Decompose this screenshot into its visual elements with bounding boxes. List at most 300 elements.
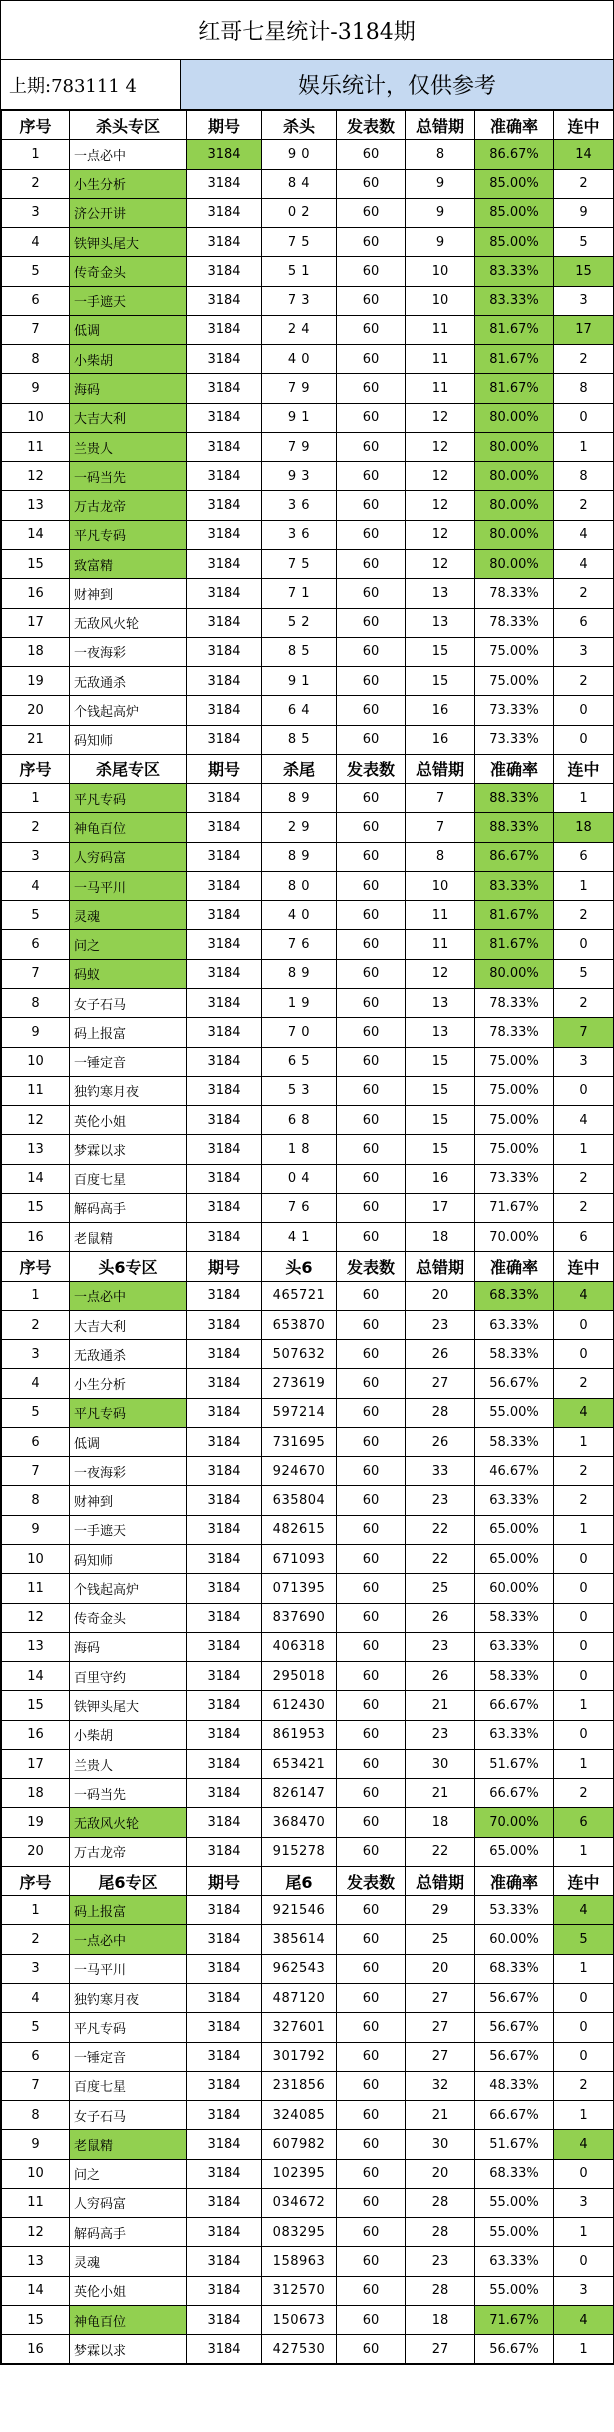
pick-cell: 7 3: [262, 286, 337, 315]
accuracy-cell: 88.33%: [475, 784, 554, 813]
misses-cell: 7: [406, 784, 475, 813]
table-row: [2, 901, 614, 930]
streak-cell: 1: [554, 1837, 614, 1866]
published-cell: 60: [337, 549, 406, 578]
accuracy-cell: 80.00%: [475, 549, 554, 578]
name-cell: 财神到: [70, 1486, 187, 1515]
misses-cell: 18: [406, 1808, 475, 1837]
pick-cell: 1 9: [262, 988, 337, 1017]
table-row: [2, 2101, 614, 2130]
misses-cell: 20: [406, 1954, 475, 1983]
accuracy-cell: 58.33%: [475, 1340, 554, 1369]
name-cell: 神龟百位: [70, 2305, 187, 2334]
table-row: [2, 1984, 614, 2013]
issue-cell: 3184: [187, 2159, 262, 2188]
accuracy-cell: 58.33%: [475, 1662, 554, 1691]
section-header-row: [2, 111, 614, 140]
accuracy-cell: 56.67%: [475, 1984, 554, 2013]
seq-cell: 9: [2, 1018, 70, 1047]
accuracy-cell: 51.67%: [475, 2130, 554, 2159]
streak-cell: 4: [554, 1281, 614, 1310]
misses-cell: 15: [406, 637, 475, 666]
misses-cell: 23: [406, 1310, 475, 1339]
streak-cell: 4: [554, 2130, 614, 2159]
column-header: 序号: [2, 1866, 70, 1895]
accuracy-cell: 51.67%: [475, 1749, 554, 1778]
name-cell: 独钓寒月夜: [70, 1076, 187, 1105]
accuracy-cell: 46.67%: [475, 1457, 554, 1486]
published-cell: 60: [337, 1954, 406, 1983]
issue-cell: 3184: [187, 491, 262, 520]
table-row: [2, 1340, 614, 1369]
published-cell: 60: [337, 286, 406, 315]
name-cell: 一锤定音: [70, 1047, 187, 1076]
accuracy-cell: 66.67%: [475, 1779, 554, 1808]
pick-cell: 8 4: [262, 169, 337, 198]
streak-cell: 0: [554, 2042, 614, 2071]
pick-cell: 2 4: [262, 315, 337, 344]
table-row: [2, 432, 614, 461]
issue-cell: 3184: [187, 520, 262, 549]
accuracy-cell: 55.00%: [475, 2218, 554, 2247]
table-row: [2, 2042, 614, 2071]
name-cell: 百度七星: [70, 1164, 187, 1193]
seq-cell: 13: [2, 1135, 70, 1164]
accuracy-cell: 65.00%: [475, 1837, 554, 1866]
streak-cell: 0: [554, 1310, 614, 1339]
name-cell: 传奇金头: [70, 257, 187, 286]
issue-cell: 3184: [187, 2247, 262, 2276]
published-cell: 60: [337, 2013, 406, 2042]
published-cell: 60: [337, 2276, 406, 2305]
column-header: 序号: [2, 1252, 70, 1281]
section-header-row: [2, 1866, 614, 1895]
streak-cell: 2: [554, 2071, 614, 2100]
name-cell: 一码当先: [70, 462, 187, 491]
pick-cell: 231856: [262, 2071, 337, 2100]
misses-cell: 21: [406, 1691, 475, 1720]
published-cell: 60: [337, 1808, 406, 1837]
table-row: [2, 1398, 614, 1427]
table-row: [2, 1691, 614, 1720]
table-row: [2, 2071, 614, 2100]
name-cell: 一手遮天: [70, 286, 187, 315]
issue-cell: 3184: [187, 140, 262, 169]
published-cell: 60: [337, 637, 406, 666]
streak-cell: 2: [554, 1164, 614, 1193]
misses-cell: 11: [406, 374, 475, 403]
misses-cell: 28: [406, 2188, 475, 2217]
column-header: 总错期: [406, 111, 475, 140]
published-cell: 60: [337, 2101, 406, 2130]
seq-cell: 1: [2, 784, 70, 813]
pick-cell: 607982: [262, 2130, 337, 2159]
pick-cell: 9 1: [262, 403, 337, 432]
name-cell: 女子石马: [70, 988, 187, 1017]
section-header-row: [2, 754, 614, 783]
misses-cell: 12: [406, 520, 475, 549]
misses-cell: 22: [406, 1515, 475, 1544]
pick-cell: 324085: [262, 2101, 337, 2130]
name-cell: 平凡专码: [70, 520, 187, 549]
issue-cell: 3184: [187, 549, 262, 578]
pick-cell: 071395: [262, 1574, 337, 1603]
table-row: [2, 1106, 614, 1135]
sheet-title: 红哥七星统计-3184期: [1, 0, 613, 60]
name-cell: 万古龙帝: [70, 491, 187, 520]
published-cell: 60: [337, 140, 406, 169]
streak-cell: 6: [554, 1223, 614, 1252]
pick-cell: 034672: [262, 2188, 337, 2217]
accuracy-cell: 75.00%: [475, 1076, 554, 1105]
issue-cell: 3184: [187, 725, 262, 754]
seq-cell: 16: [2, 1223, 70, 1252]
name-cell: 海码: [70, 1632, 187, 1661]
accuracy-cell: 85.00%: [475, 228, 554, 257]
seq-cell: 10: [2, 1047, 70, 1076]
streak-cell: 1: [554, 1515, 614, 1544]
streak-cell: 0: [554, 1076, 614, 1105]
streak-cell: 2: [554, 988, 614, 1017]
accuracy-cell: 48.33%: [475, 2071, 554, 2100]
column-header: 连中: [554, 754, 614, 783]
streak-cell: 2: [554, 1369, 614, 1398]
pick-cell: 7 6: [262, 930, 337, 959]
misses-cell: 18: [406, 2305, 475, 2334]
published-cell: 60: [337, 1515, 406, 1544]
misses-cell: 16: [406, 1164, 475, 1193]
accuracy-cell: 83.33%: [475, 871, 554, 900]
accuracy-cell: 68.33%: [475, 1281, 554, 1310]
misses-cell: 22: [406, 1545, 475, 1574]
name-cell: 梦霖以求: [70, 1135, 187, 1164]
column-header: 发表数: [337, 754, 406, 783]
accuracy-cell: 78.33%: [475, 608, 554, 637]
accuracy-cell: 78.33%: [475, 988, 554, 1017]
column-header: 期号: [187, 1866, 262, 1895]
section-header-row: [2, 1252, 614, 1281]
published-cell: 60: [337, 1603, 406, 1632]
misses-cell: 26: [406, 1662, 475, 1691]
seq-cell: 14: [2, 1662, 70, 1691]
misses-cell: 13: [406, 988, 475, 1017]
name-cell: 灵魂: [70, 2247, 187, 2276]
name-cell: 个钱起高炉: [70, 696, 187, 725]
seq-cell: 2: [2, 813, 70, 842]
column-header: 连中: [554, 1866, 614, 1895]
table-row: [2, 813, 614, 842]
name-cell: 小生分析: [70, 1369, 187, 1398]
pick-cell: 482615: [262, 1515, 337, 1544]
pick-cell: 301792: [262, 2042, 337, 2071]
pick-cell: 653870: [262, 1310, 337, 1339]
streak-cell: 2: [554, 491, 614, 520]
table-row: [2, 198, 614, 227]
streak-cell: 5: [554, 1925, 614, 1954]
seq-cell: 1: [2, 140, 70, 169]
table-row: [2, 462, 614, 491]
misses-cell: 10: [406, 257, 475, 286]
accuracy-cell: 58.33%: [475, 1427, 554, 1456]
published-cell: 60: [337, 1398, 406, 1427]
pick-cell: 597214: [262, 1398, 337, 1427]
accuracy-cell: 81.67%: [475, 345, 554, 374]
issue-cell: 3184: [187, 608, 262, 637]
name-cell: 大吉大利: [70, 403, 187, 432]
table-row: [2, 2335, 614, 2364]
seq-cell: 16: [2, 579, 70, 608]
published-cell: 60: [337, 696, 406, 725]
published-cell: 60: [337, 2335, 406, 2364]
seq-cell: 15: [2, 2305, 70, 2334]
issue-cell: 3184: [187, 667, 262, 696]
column-header: 发表数: [337, 111, 406, 140]
name-cell: 一马平川: [70, 1954, 187, 1983]
seq-cell: 5: [2, 257, 70, 286]
streak-cell: 0: [554, 1720, 614, 1749]
issue-cell: 3184: [187, 374, 262, 403]
pick-cell: 8 5: [262, 725, 337, 754]
misses-cell: 21: [406, 1779, 475, 1808]
pick-cell: 1 8: [262, 1135, 337, 1164]
column-header: 连中: [554, 1252, 614, 1281]
published-cell: 60: [337, 1925, 406, 1954]
column-header: 头6: [262, 1252, 337, 1281]
name-cell: 低调: [70, 1427, 187, 1456]
table-row: [2, 140, 614, 169]
streak-cell: 5: [554, 228, 614, 257]
pick-cell: 273619: [262, 1369, 337, 1398]
streak-cell: 4: [554, 520, 614, 549]
seq-cell: 14: [2, 1164, 70, 1193]
table-row: [2, 257, 614, 286]
streak-cell: 4: [554, 2305, 614, 2334]
issue-cell: 3184: [187, 1749, 262, 1778]
name-cell: 一夜海彩: [70, 637, 187, 666]
misses-cell: 9: [406, 169, 475, 198]
published-cell: 60: [337, 725, 406, 754]
table-row: [2, 403, 614, 432]
misses-cell: 9: [406, 198, 475, 227]
table-row: [2, 520, 614, 549]
table-row: [2, 930, 614, 959]
streak-cell: 3: [554, 2276, 614, 2305]
issue-cell: 3184: [187, 930, 262, 959]
accuracy-cell: 63.33%: [475, 1486, 554, 1515]
name-cell: 一码当先: [70, 1779, 187, 1808]
name-cell: 无敌风火轮: [70, 1808, 187, 1837]
name-cell: 老鼠精: [70, 2130, 187, 2159]
pick-cell: 4 0: [262, 345, 337, 374]
seq-cell: 10: [2, 1545, 70, 1574]
name-cell: 低调: [70, 315, 187, 344]
table-row: [2, 169, 614, 198]
seq-cell: 7: [2, 2071, 70, 2100]
published-cell: 60: [337, 608, 406, 637]
issue-cell: 3184: [187, 1837, 262, 1866]
table-row: [2, 1749, 614, 1778]
pick-cell: 327601: [262, 2013, 337, 2042]
accuracy-cell: 81.67%: [475, 901, 554, 930]
accuracy-cell: 63.33%: [475, 2247, 554, 2276]
seq-cell: 12: [2, 1106, 70, 1135]
seq-cell: 12: [2, 1603, 70, 1632]
table-row: [2, 1808, 614, 1837]
published-cell: 60: [337, 462, 406, 491]
pick-cell: 921546: [262, 1896, 337, 1925]
column-header: 发表数: [337, 1252, 406, 1281]
issue-cell: 3184: [187, 1310, 262, 1339]
pick-cell: 150673: [262, 2305, 337, 2334]
column-header: 总错期: [406, 1866, 475, 1895]
published-cell: 60: [337, 432, 406, 461]
misses-cell: 16: [406, 696, 475, 725]
name-cell: 无敌风火轮: [70, 608, 187, 637]
pick-cell: 962543: [262, 1954, 337, 1983]
streak-cell: 1: [554, 1135, 614, 1164]
misses-cell: 12: [406, 549, 475, 578]
column-header: 尾6专区: [70, 1866, 187, 1895]
issue-cell: 3184: [187, 1632, 262, 1661]
misses-cell: 27: [406, 1369, 475, 1398]
table-row: [2, 1193, 614, 1222]
seq-cell: 7: [2, 1457, 70, 1486]
streak-cell: 0: [554, 1545, 614, 1574]
name-cell: 女子石马: [70, 2101, 187, 2130]
pick-cell: 465721: [262, 1281, 337, 1310]
seq-cell: 13: [2, 491, 70, 520]
issue-cell: 3184: [187, 1106, 262, 1135]
misses-cell: 15: [406, 1135, 475, 1164]
misses-cell: 25: [406, 1574, 475, 1603]
name-cell: 一锤定音: [70, 2042, 187, 2071]
name-cell: 致富精: [70, 549, 187, 578]
published-cell: 60: [337, 2218, 406, 2247]
pick-cell: 368470: [262, 1808, 337, 1837]
misses-cell: 26: [406, 1427, 475, 1456]
streak-cell: 0: [554, 2247, 614, 2276]
streak-cell: 0: [554, 696, 614, 725]
published-cell: 60: [337, 2188, 406, 2217]
table-row: [2, 2130, 614, 2159]
table-row: [2, 725, 614, 754]
table-row: [2, 2276, 614, 2305]
accuracy-cell: 63.33%: [475, 1310, 554, 1339]
issue-cell: 3184: [187, 315, 262, 344]
accuracy-cell: 80.00%: [475, 520, 554, 549]
published-cell: 60: [337, 1427, 406, 1456]
table-row: [2, 2013, 614, 2042]
table-row: [2, 2188, 614, 2217]
streak-cell: 4: [554, 1398, 614, 1427]
streak-cell: 0: [554, 1632, 614, 1661]
published-cell: 60: [337, 1749, 406, 1778]
accuracy-cell: 86.67%: [475, 140, 554, 169]
streak-cell: 1: [554, 871, 614, 900]
name-cell: 无敌通杀: [70, 667, 187, 696]
issue-cell: 3184: [187, 1340, 262, 1369]
streak-cell: 0: [554, 2013, 614, 2042]
table-row: [2, 959, 614, 988]
accuracy-cell: 65.00%: [475, 1515, 554, 1544]
streak-cell: 2: [554, 345, 614, 374]
streak-cell: 0: [554, 1662, 614, 1691]
misses-cell: 29: [406, 1896, 475, 1925]
misses-cell: 12: [406, 432, 475, 461]
seq-cell: 8: [2, 988, 70, 1017]
published-cell: 60: [337, 1193, 406, 1222]
published-cell: 60: [337, 2042, 406, 2071]
pick-cell: 671093: [262, 1545, 337, 1574]
seq-cell: 9: [2, 2130, 70, 2159]
pick-cell: 8 0: [262, 871, 337, 900]
streak-cell: 1: [554, 1427, 614, 1456]
pick-cell: 295018: [262, 1662, 337, 1691]
name-cell: 海码: [70, 374, 187, 403]
accuracy-cell: 73.33%: [475, 1164, 554, 1193]
issue-cell: 3184: [187, 1047, 262, 1076]
accuracy-cell: 73.33%: [475, 696, 554, 725]
name-cell: 码上报富: [70, 1896, 187, 1925]
published-cell: 60: [337, 1223, 406, 1252]
published-cell: 60: [337, 198, 406, 227]
accuracy-cell: 81.67%: [475, 374, 554, 403]
issue-cell: 3184: [187, 813, 262, 842]
name-cell: 梦霖以求: [70, 2335, 187, 2364]
published-cell: 60: [337, 988, 406, 1017]
accuracy-cell: 78.33%: [475, 1018, 554, 1047]
published-cell: 60: [337, 1574, 406, 1603]
pick-cell: 406318: [262, 1632, 337, 1661]
table-row: [2, 784, 614, 813]
seq-cell: 11: [2, 2188, 70, 2217]
misses-cell: 21: [406, 2101, 475, 2130]
misses-cell: 11: [406, 901, 475, 930]
pick-cell: 8 9: [262, 959, 337, 988]
table-row: [2, 1515, 614, 1544]
published-cell: 60: [337, 1691, 406, 1720]
misses-cell: 28: [406, 2218, 475, 2247]
issue-cell: 3184: [187, 696, 262, 725]
seq-cell: 5: [2, 2013, 70, 2042]
accuracy-cell: 65.00%: [475, 1545, 554, 1574]
accuracy-cell: 80.00%: [475, 959, 554, 988]
issue-cell: 3184: [187, 579, 262, 608]
misses-cell: 8: [406, 842, 475, 871]
misses-cell: 13: [406, 1018, 475, 1047]
published-cell: 60: [337, 1632, 406, 1661]
name-cell: 问之: [70, 2159, 187, 2188]
streak-cell: 4: [554, 1896, 614, 1925]
pick-cell: 5 1: [262, 257, 337, 286]
name-cell: 解码高手: [70, 2218, 187, 2247]
streak-cell: 17: [554, 315, 614, 344]
last-draw-label: 上期:783111 4: [1, 60, 181, 109]
table-row: [2, 637, 614, 666]
pick-cell: 083295: [262, 2218, 337, 2247]
seq-cell: 18: [2, 637, 70, 666]
streak-cell: 1: [554, 2218, 614, 2247]
pick-cell: 826147: [262, 1779, 337, 1808]
issue-cell: 3184: [187, 1808, 262, 1837]
published-cell: 60: [337, 842, 406, 871]
seq-cell: 13: [2, 2247, 70, 2276]
column-header: 准确率: [475, 111, 554, 140]
pick-cell: 9 1: [262, 667, 337, 696]
seq-cell: 20: [2, 696, 70, 725]
seq-cell: 2: [2, 169, 70, 198]
accuracy-cell: 83.33%: [475, 257, 554, 286]
